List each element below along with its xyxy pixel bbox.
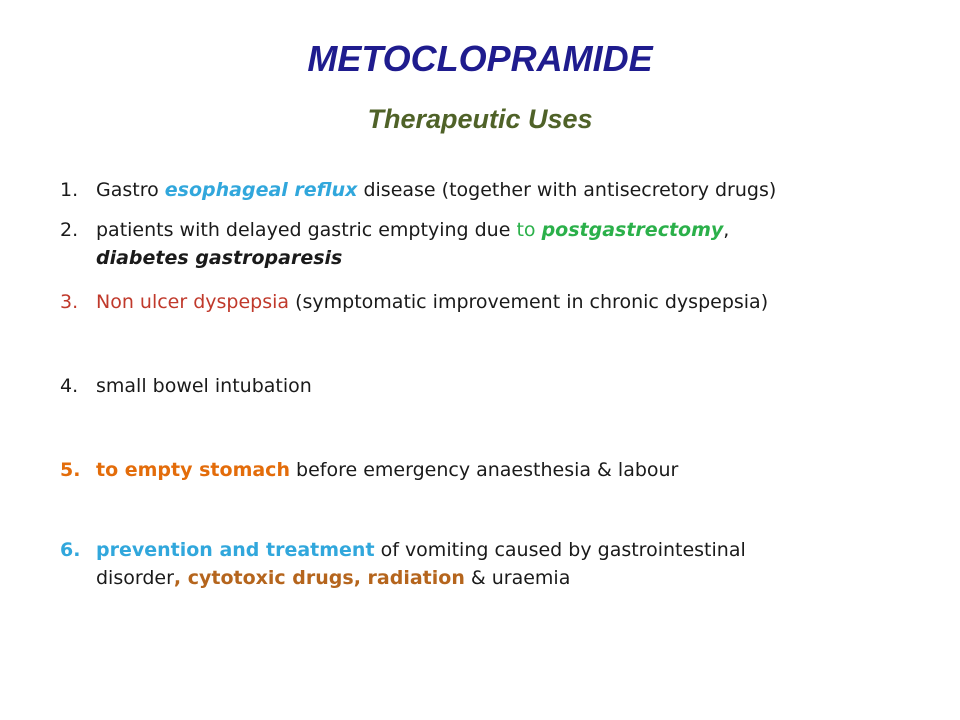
item-text xyxy=(96,216,930,272)
item-highlight: esophageal reflux xyxy=(164,179,358,201)
item-text-part: of vomiting caused by gastrointestinal xyxy=(374,539,746,561)
item-text xyxy=(96,536,930,592)
item-text-part: disease (together with antisecretory drugs) xyxy=(357,179,777,201)
item-text-part: before emergency anaesthesia & labour xyxy=(289,459,679,481)
list-item-1 xyxy=(60,176,930,204)
item-highlight: prevention and treatment xyxy=(96,539,375,561)
item-text-part: , xyxy=(723,219,730,241)
item-number: 2. xyxy=(60,219,79,241)
item-number: 5. xyxy=(60,459,81,481)
list-item-2 xyxy=(60,216,930,272)
item-text-part: (symptomatic improvement in chronic dyspepsia) xyxy=(289,291,769,313)
item-text-part: disorder xyxy=(96,567,174,589)
item-number: 3. xyxy=(60,291,79,313)
item-text xyxy=(96,288,930,316)
item-highlight: , cytotoxic drugs, radiation xyxy=(173,567,465,589)
list-item-3 xyxy=(60,288,930,316)
item-highlight: postgastrectomy xyxy=(541,219,724,241)
item-text-part: patients with delayed gastric emptying due xyxy=(96,219,517,241)
item-text-part: Gastro xyxy=(96,179,165,201)
item-highlight: to empty stomach xyxy=(96,459,290,481)
list-item-4 xyxy=(60,372,930,400)
item-number: 6. xyxy=(60,539,81,561)
item-text-part: & uraemia xyxy=(464,567,571,589)
item-text-part: small bowel intubation xyxy=(96,375,312,397)
item-highlight: to xyxy=(516,219,542,241)
item-text xyxy=(96,176,930,204)
item-text xyxy=(96,456,930,484)
item-number: 4. xyxy=(60,375,79,397)
list-item-6 xyxy=(60,536,930,592)
item-highlight: Non ulcer dyspepsia xyxy=(96,291,290,313)
list-item-5 xyxy=(60,456,930,484)
item-number: 1. xyxy=(60,179,79,201)
item-text xyxy=(96,372,930,400)
item-highlight: diabetes gastroparesis xyxy=(96,247,343,269)
slide-subtitle: Therapeutic Uses xyxy=(367,104,593,134)
slide-title: METOCLOPRAMIDE xyxy=(307,38,653,79)
